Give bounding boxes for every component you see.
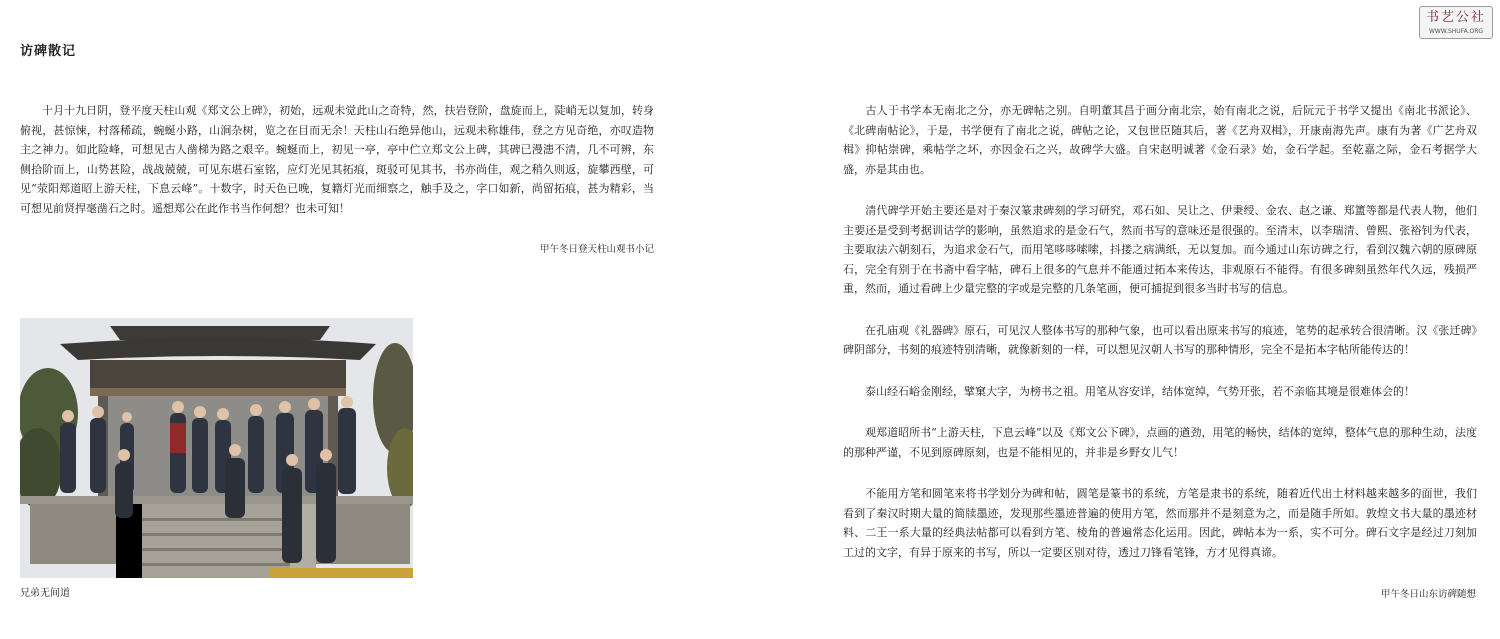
logo-url: WWW.SHUFA.ORG — [1428, 28, 1484, 35]
shufa-logo[interactable] — [1419, 6, 1493, 39]
right-signature: 甲午冬日山东访碑随想 — [1380, 589, 1476, 600]
left-paragraph: 十月十九日阴，登平度天柱山观《郑文公上碑》，初始，远观未觉此山之奇特，然，扶岩登阶，盘旋而上，陡峭无以复加，转身俯视，甚惊悚，村落稀疏，蜿蜒小路，山涧杂树，览之在目而无余！天柱山石绝异他山，远观未称雄伟，登之方见奇绝，亦叹造物主之神力。如此险峰，可想见古人凿梯为路之艰辛。蜿蜒而上，初见一亭，亭中伫立郑文公上碑，其碑已漫漶不清，几不可辨，东侧拾阶而上，山势甚险，战战兢兢，可见东堪石室铭，应灯光见其拓痕，斑驳可见其书，书亦尚佳，观之稍久则返，旋攀西壁，可见“荥阳郑道昭上游天柱，下息云峰”。十数字，时天色已晚，复籍灯光而细察之，触手及之，字口如新，尚留拓痕，甚为精彩，当可想见前贤捍毫凿石之时。遥想郑公在此作书当作何想？也未可知！ — [20, 104, 654, 215]
group-photo — [20, 318, 413, 578]
pavilion-group-photo-image — [20, 318, 413, 578]
right-paragraph: 泰山经石峪金刚经，擘窠大字，为榜书之祖。用笔从容安详，结体宽绰，气势开张，若不亲临其境是很难体会的！ — [843, 384, 1415, 398]
right-paragraph: 在孔庙观《礼器碑》原石，可见汉人整体书写的那种气象，也可以看出原来书写的痕迹，笔势的起承转合很清晰。汉《张迁碑》碑阴部分，书刻的痕迹特别清晰，就像新刻的一样，可以想见汉朝人书写的那种情形，完全不是拓本字帖所能传达的！ — [843, 323, 1477, 356]
right-paragraph: 观郑道昭所书“上游天柱，下息云峰”以及《郑文公下碑》，点画的遒劲，用笔的畅快，结体的宽绰，整体气息的那种生动，法度的那种严谨，不见到原碑原刻，也是不能相见的，并非是乡野女儿气！ — [843, 426, 1477, 459]
right-column — [843, 101, 1477, 584]
right-paragraph: 清代碑学开始主要还是对于秦汉篆隶碑刻的学习研究，邓石如、吴让之、伊秉绶、金农、赵之谦、郑簠等都是代表人物，他们主要还是受到考据训诂学的影响，虽然追求的是金石气，然而书写的意味还是很强的。至清末，以李瑞清、曾熙、张裕钊为代表，主要取法六朝刻石，为追求金石气，而用笔哆哆嗦嗦，抖搂之病满纸，无以复加。而今通过山东访碑之行，看到汉魏六朝的原碑原石，完全有别于在书斋中看字帖，碑石上很多的气息并不能通过拓本来传达，非观原石不能得。有很多碑刻虽然年代久远，残损严重，然而，通过看碑上少量完整的字或是完整的几条笔画，便可捕捉到很多当时书写的信息。 — [843, 204, 1477, 295]
photo-caption: 兄弟无间道 — [20, 588, 70, 599]
left-signature: 甲午冬日登天柱山观书小记 — [539, 244, 654, 255]
right-paragraph: 不能用方笔和圆笔来将书学划分为碑和帖，圆笔是篆书的系统，方笔是隶书的系统，随着近代出土材料越来越多的面世，我们看到了秦汉时期大量的简牍墨迹，发现那些墨迹普遍的使用方笔，然而那并不是刻意为之，而是随手所如。敦煌文书大量的墨迹材料、二王一系大量的经典法帖都可以看到方笔、棱角的普遍常态化运用。因此，碑帖本为一系，实不可分。碑石文字是经过刀刻加工过的文字，有异于原来的书写，所以一定要区别对待，透过刀锋看笔锋，方才见得真谛。 — [843, 487, 1477, 559]
logo-name: 书艺公社 — [1425, 10, 1486, 25]
right-paragraph: 古人于书学本无南北之分，亦无碑帖之别。自明董其昌于画分南北宗，始有南北之说，后阮元于书学又提出《南北书派论》、《北碑南帖论》，于是，书学便有了南北之说，碑帖之论，又包世臣随其后，著《艺舟双楫》，开康南海先声。康有为著《广艺舟双楫》抑帖崇碑，乘帖学之坏，亦因金石之兴，故碑学大盛。自宋赵明诚著《金石录》始，金石学起。至乾嘉之际，金石考据学大盛，亦是其由也。 — [843, 104, 1477, 176]
page-title: 访碑散记 — [20, 44, 77, 59]
